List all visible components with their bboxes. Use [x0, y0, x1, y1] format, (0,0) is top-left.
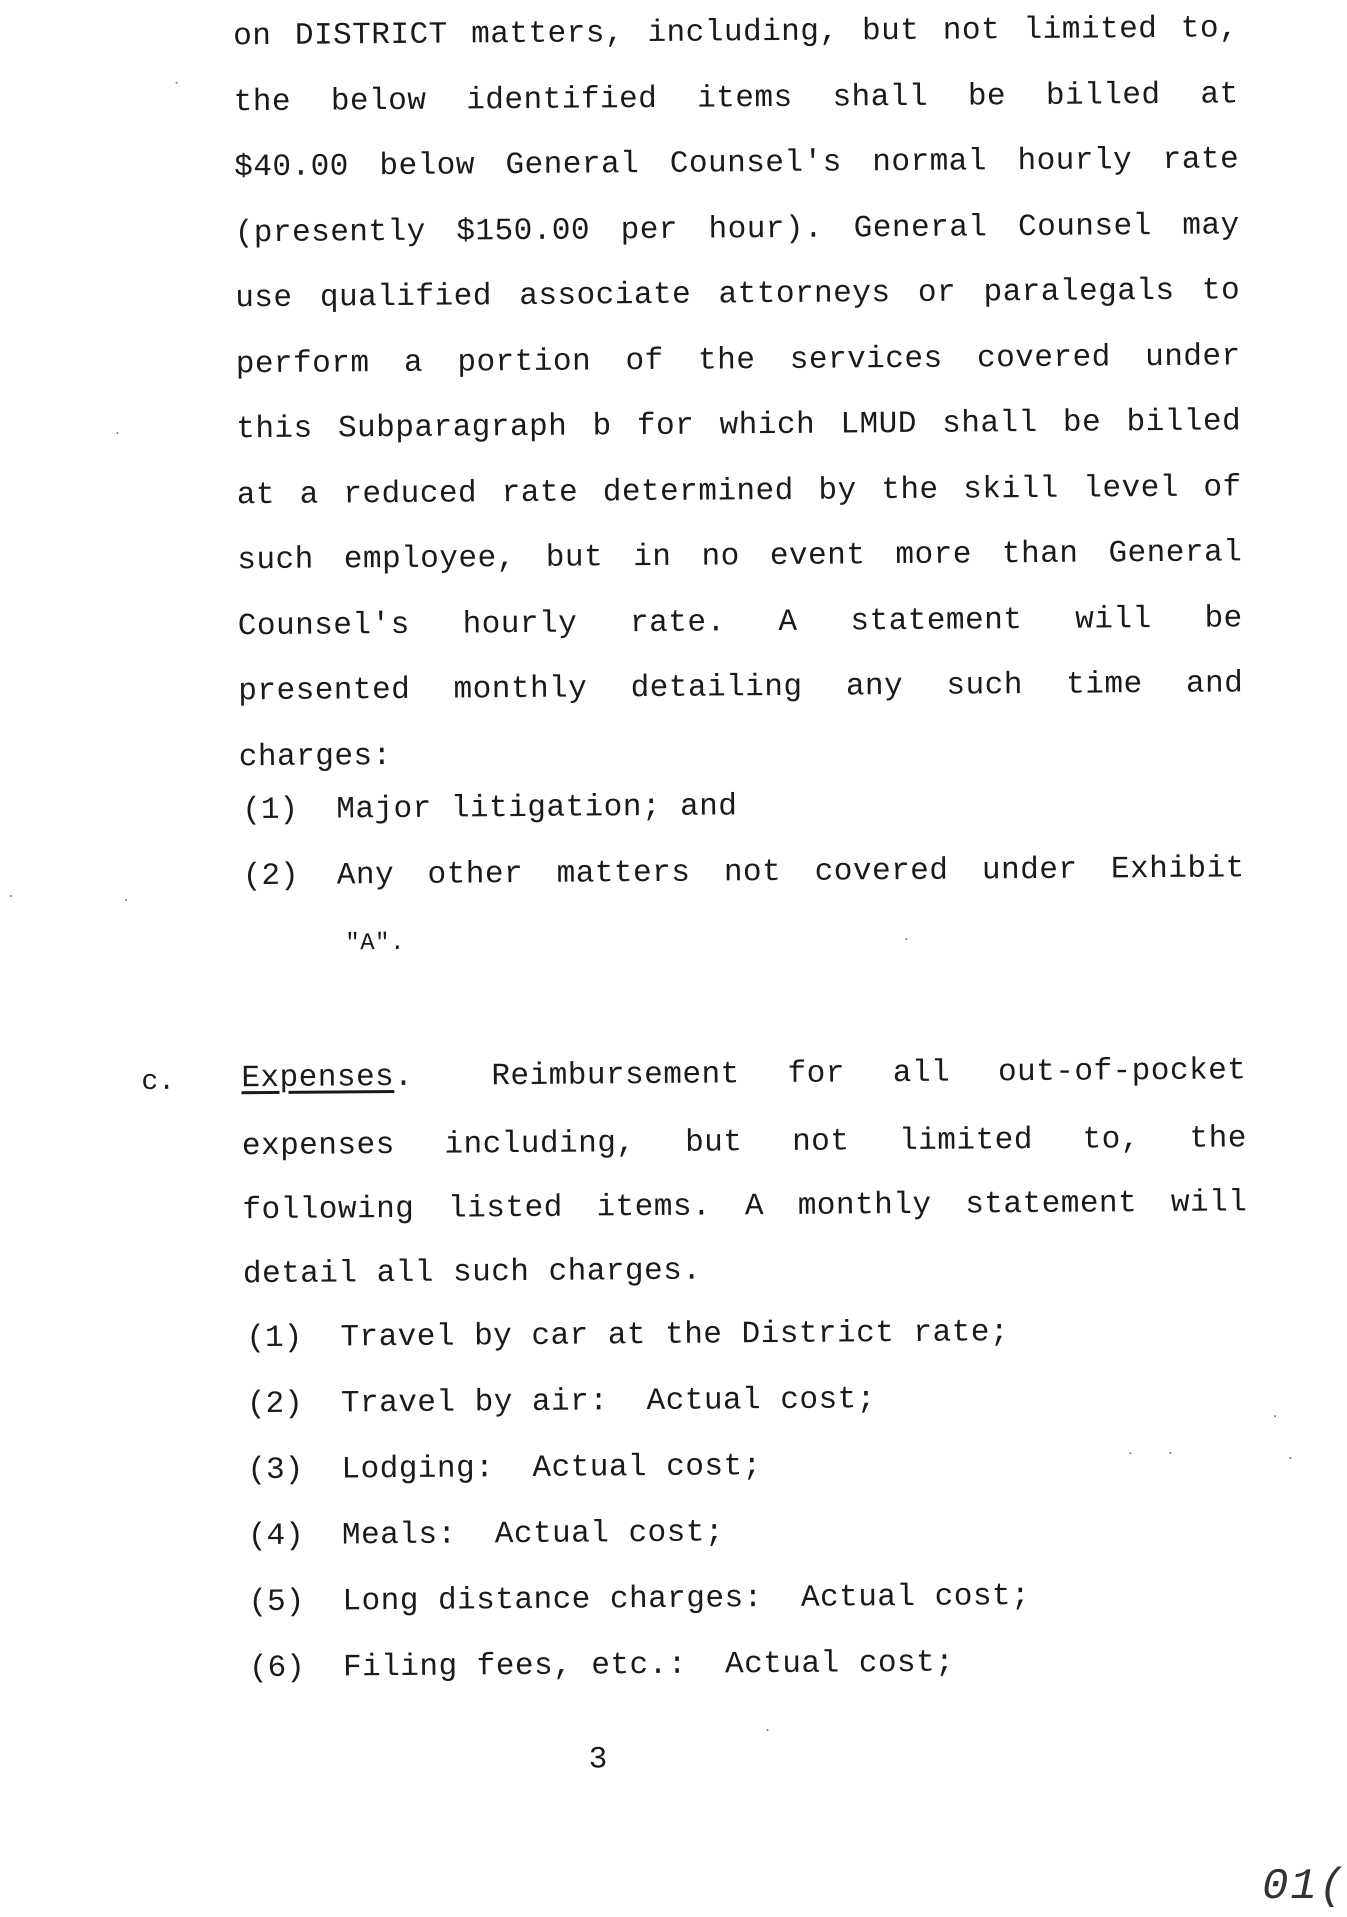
text-line: expenses including, but not limited to, the — [241, 1121, 1248, 1165]
paragraph-letter: c. — [141, 1066, 176, 1098]
list-item-number: (4) — [247, 1518, 304, 1555]
list-item-number: (3) — [247, 1452, 304, 1489]
page-number: 3 — [588, 1742, 608, 1778]
scan-speck — [1289, 1457, 1291, 1459]
paragraph-b — [0, 0, 1328, 775]
list-item-number: (2) — [242, 858, 299, 895]
list-item-text: Travel by car at the District rate; — [340, 1315, 1010, 1356]
text-line: perform a portion of the services covered under — [235, 338, 1241, 382]
scan-speck — [10, 895, 12, 897]
text-line: $40.00 below General Counsel's normal hourly rate — [234, 142, 1240, 186]
bates-number: 01( — [1262, 1862, 1347, 1912]
list-item-number: (1) — [242, 792, 299, 829]
text-line: the below identified items shall be billed at — [233, 76, 1239, 120]
scan-speck — [1274, 1415, 1276, 1417]
list-item-text: Lodging: Actual cost; — [341, 1449, 762, 1488]
list-item-number: (2) — [246, 1386, 303, 1423]
scan-speck — [1129, 1452, 1131, 1454]
scan-speck — [125, 899, 127, 901]
scan-speck — [1169, 1452, 1171, 1454]
list-item-text: Filing fees, etc.: Actual cost; — [342, 1645, 955, 1686]
text-line: (presently $150.00 per hour). General Counsel may — [234, 207, 1240, 251]
paragraph-c-first-line: Expenses. Reimbursement for all out-of-pocket — [241, 1053, 1247, 1097]
list-item-number: (1) — [246, 1320, 303, 1357]
text-line: detail all such charges. — [242, 1253, 702, 1293]
scan-speck — [767, 1729, 769, 1731]
list-item-number: (6) — [248, 1650, 305, 1687]
list-item-number: (5) — [248, 1584, 305, 1621]
section-heading: Expenses — [241, 1060, 395, 1097]
list-item-text: Travel by air: Actual cost; — [340, 1382, 876, 1422]
text-line: Counsel's hourly rate. A statement will be — [237, 600, 1243, 644]
scan-speck — [905, 938, 907, 940]
scan-speck — [116, 432, 118, 434]
text-line: this Subparagraph b for which LMUD shall be billed — [236, 404, 1242, 448]
scan-speck — [176, 82, 178, 84]
list-item-text: Long distance charges: Actual cost; — [342, 1579, 1031, 1620]
list-item-text: Meals: Actual cost; — [341, 1515, 725, 1554]
list-item-text: Major litigation; and — [336, 789, 738, 828]
text-line: presented monthly detailing any such time and — [238, 666, 1244, 710]
text-line: following listed items. A monthly statement will — [242, 1185, 1248, 1229]
text-line: at a reduced rate determined by the skill level of — [236, 469, 1242, 513]
text-line: charges: — [238, 738, 392, 775]
text-line: on DISTRICT matters, including, but not limited to, — [233, 11, 1239, 55]
text-line: use qualified associate attorneys or paralegals to — [235, 273, 1241, 317]
list-item-text: Any other matters not covered under Exhibit — [336, 851, 1245, 894]
list-item-continuation: "A". — [345, 929, 406, 958]
text-line: such employee, but in no event more than General — [237, 535, 1243, 579]
